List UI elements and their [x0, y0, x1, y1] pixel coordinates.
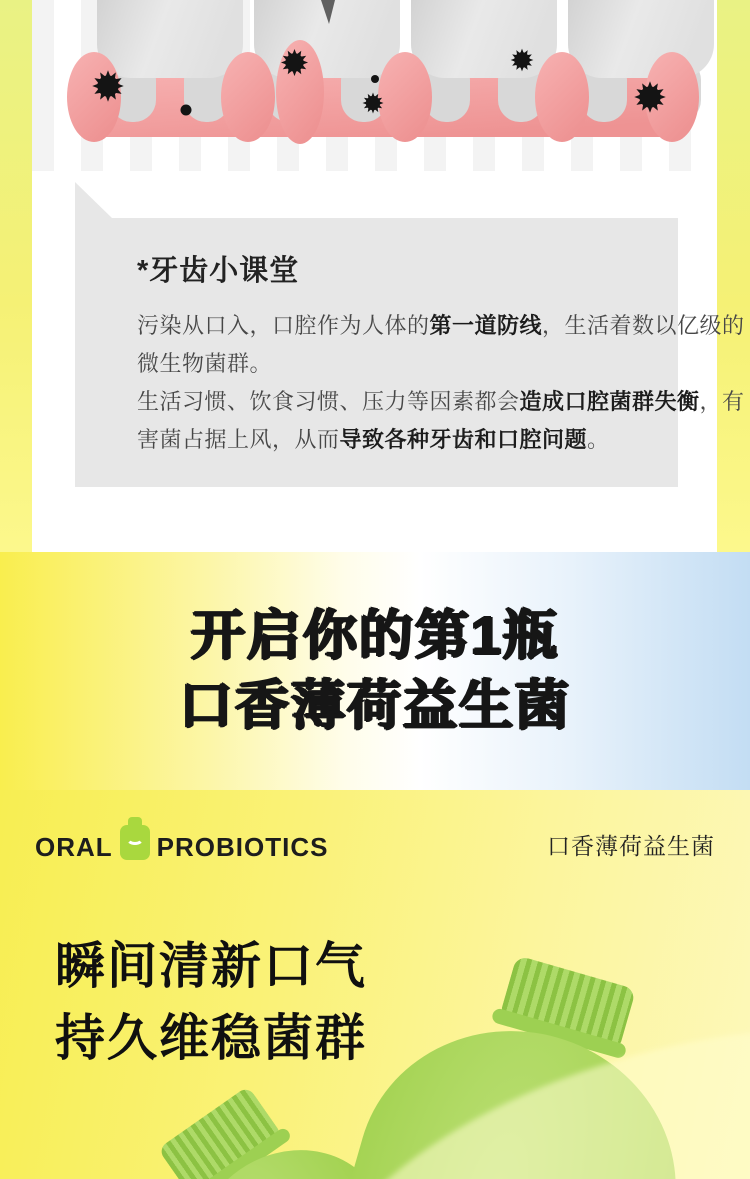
bottle-smile-icon	[120, 825, 150, 860]
info-text-line: 生活习惯、饮食习惯、压力等因素都会造成口腔菌群失衡，有	[137, 389, 745, 414]
info-text-line: 污染从口入，口腔作为人体的第一道防线，生活着数以亿级的	[137, 313, 745, 338]
claim-line2: 持久维稳菌群	[55, 1010, 367, 1066]
brand-section	[0, 790, 750, 1179]
teeth-gums-illustration	[32, 0, 717, 175]
logo-text-oral: ORAL	[35, 832, 113, 862]
smile-icon	[126, 831, 144, 845]
info-box-title: *牙齿小课堂	[137, 255, 300, 287]
info-box-tail	[75, 182, 113, 219]
info-text-line: 害菌占据上风，从而导致各种牙齿和口腔问题。	[137, 427, 610, 452]
info-text-line: 微生物菌群。	[137, 351, 273, 376]
bacteria-dot	[371, 75, 379, 83]
product-claims	[55, 930, 367, 1074]
brand-logo-row	[35, 816, 715, 860]
bacteria-dot	[181, 105, 192, 116]
logo-text-probiotics: PROBIOTICS	[156, 832, 329, 862]
brand-logo	[35, 825, 328, 860]
hero-headline-line1: 开启你的第1瓶	[190, 606, 560, 666]
info-box	[75, 218, 745, 487]
product-name-label: 口香薄荷益生菌	[547, 833, 715, 859]
teeth-info-section	[0, 0, 750, 552]
hero-banner	[0, 552, 750, 790]
white-card	[32, 0, 745, 552]
hero-headline-line2: 口香薄荷益生菌	[179, 676, 571, 736]
claim-line1: 瞬间清新口气	[55, 938, 367, 994]
